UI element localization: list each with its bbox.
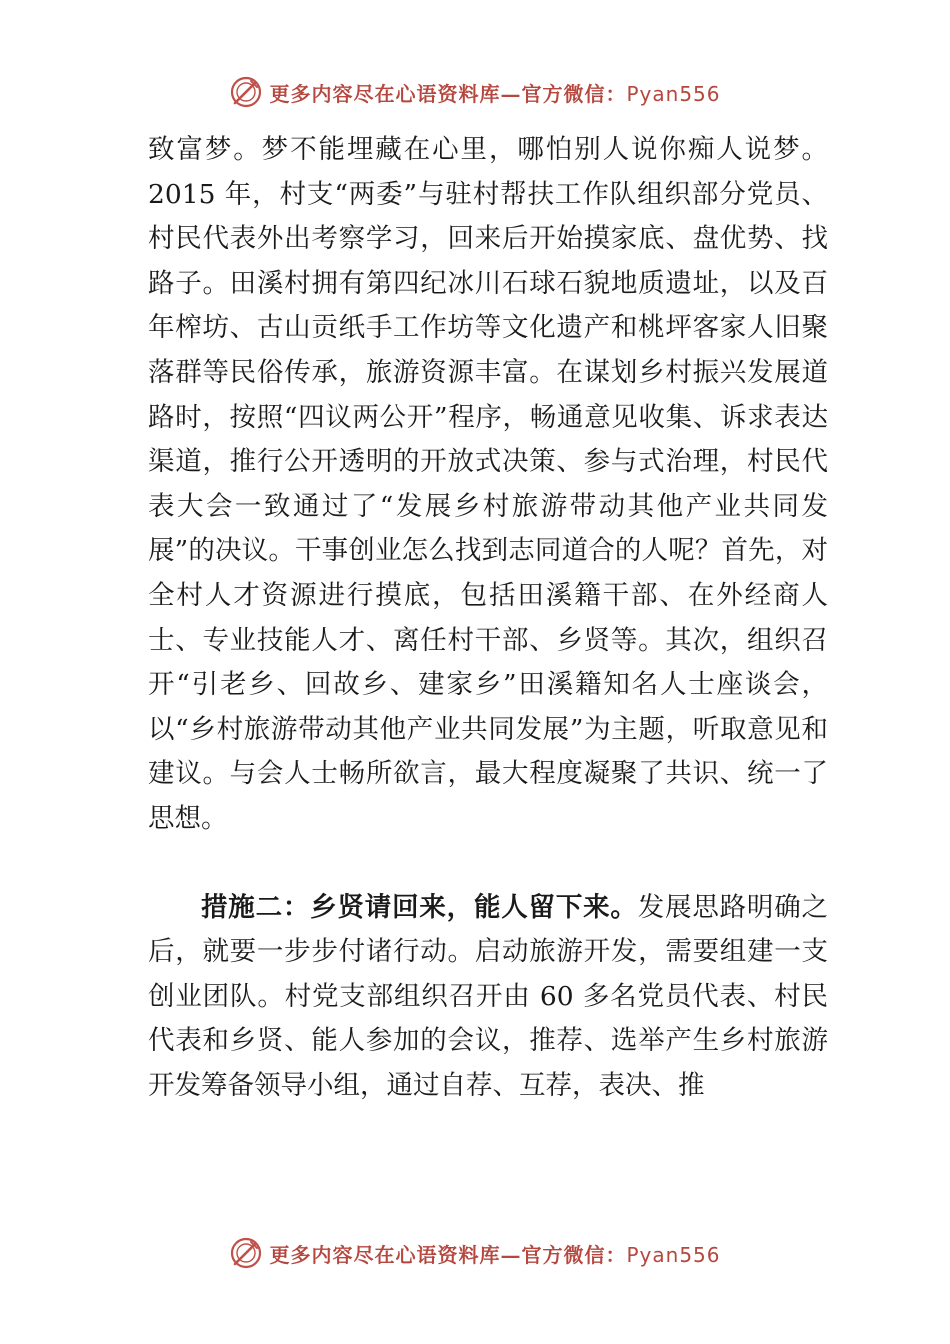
watermark-text <box>269 1239 720 1268</box>
watermark-label: 更多内容尽在心语资料库—官方微信： <box>269 1242 627 1267</box>
brand-logo-icon <box>229 75 263 109</box>
watermark-id: Pyan556 <box>626 81 721 106</box>
header-watermark <box>0 72 950 112</box>
paragraph-1 <box>148 128 828 842</box>
footer-watermark <box>0 1233 950 1273</box>
watermark-id: Pyan556 <box>626 1242 721 1267</box>
brand-logo-icon <box>229 1236 263 1270</box>
document-body <box>148 128 828 1108</box>
paragraph-spacer <box>148 842 828 886</box>
watermark-label: 更多内容尽在心语资料库—官方微信： <box>269 81 627 106</box>
paragraph-2-text: 发展思路明确之后，就要一步步付诸行动。启动旅游开发，需要组建一支创业团队。村党支部组织召开由 60 多名党员代表、村民代表和乡贤、能人参加的会议，推荐、选举产生乡村旅游开发筹备领导小组，通过自荐、互荐，表决、推 <box>148 891 829 1101</box>
paragraph-1-text: 致富梦。梦不能埋藏在心里，哪怕别人说你痴人说梦。2015 年，村支“两委”与驻村帮扶工作队组织部分党员、村民代表外出考察学习，回来后开始摸家底、盘优势、找路子。田溪村拥有第四纪冰川石球石貌地质遗址，以及百年榨坊、古山贡纸手工作坊等文化遗产和桃坪客家人旧聚落群等民俗传承，旅游资源丰富。在谋划乡村振兴发展道路时，按照“四议两公开”程序，畅通意见收集、诉求表达渠道，推行公开透明的开放式决策、参与式治理，村民代表大会一致通过了“发展乡村旅游带动其他产业共同发展”的决议。干事创业怎么找到志同道合的人呢？首先，对全村人才资源进行摸底，包括田溪籍干部、在外经商人士、专业技能人才、离任村干部、乡贤等。其次，组织召开“引老乡、回故乡、建家乡”田溪籍知名人士座谈会，以“乡村旅游带动其他产业共同发展”为主题，听取意见和建议。与会人士畅所欲言，最大程度凝聚了共识、统一了思想。 <box>148 134 828 834</box>
watermark-text <box>269 78 720 107</box>
paragraph-2-lead: 措施二：乡贤请回来，能人留下来。 <box>201 891 638 923</box>
paragraph-2 <box>148 886 828 1109</box>
